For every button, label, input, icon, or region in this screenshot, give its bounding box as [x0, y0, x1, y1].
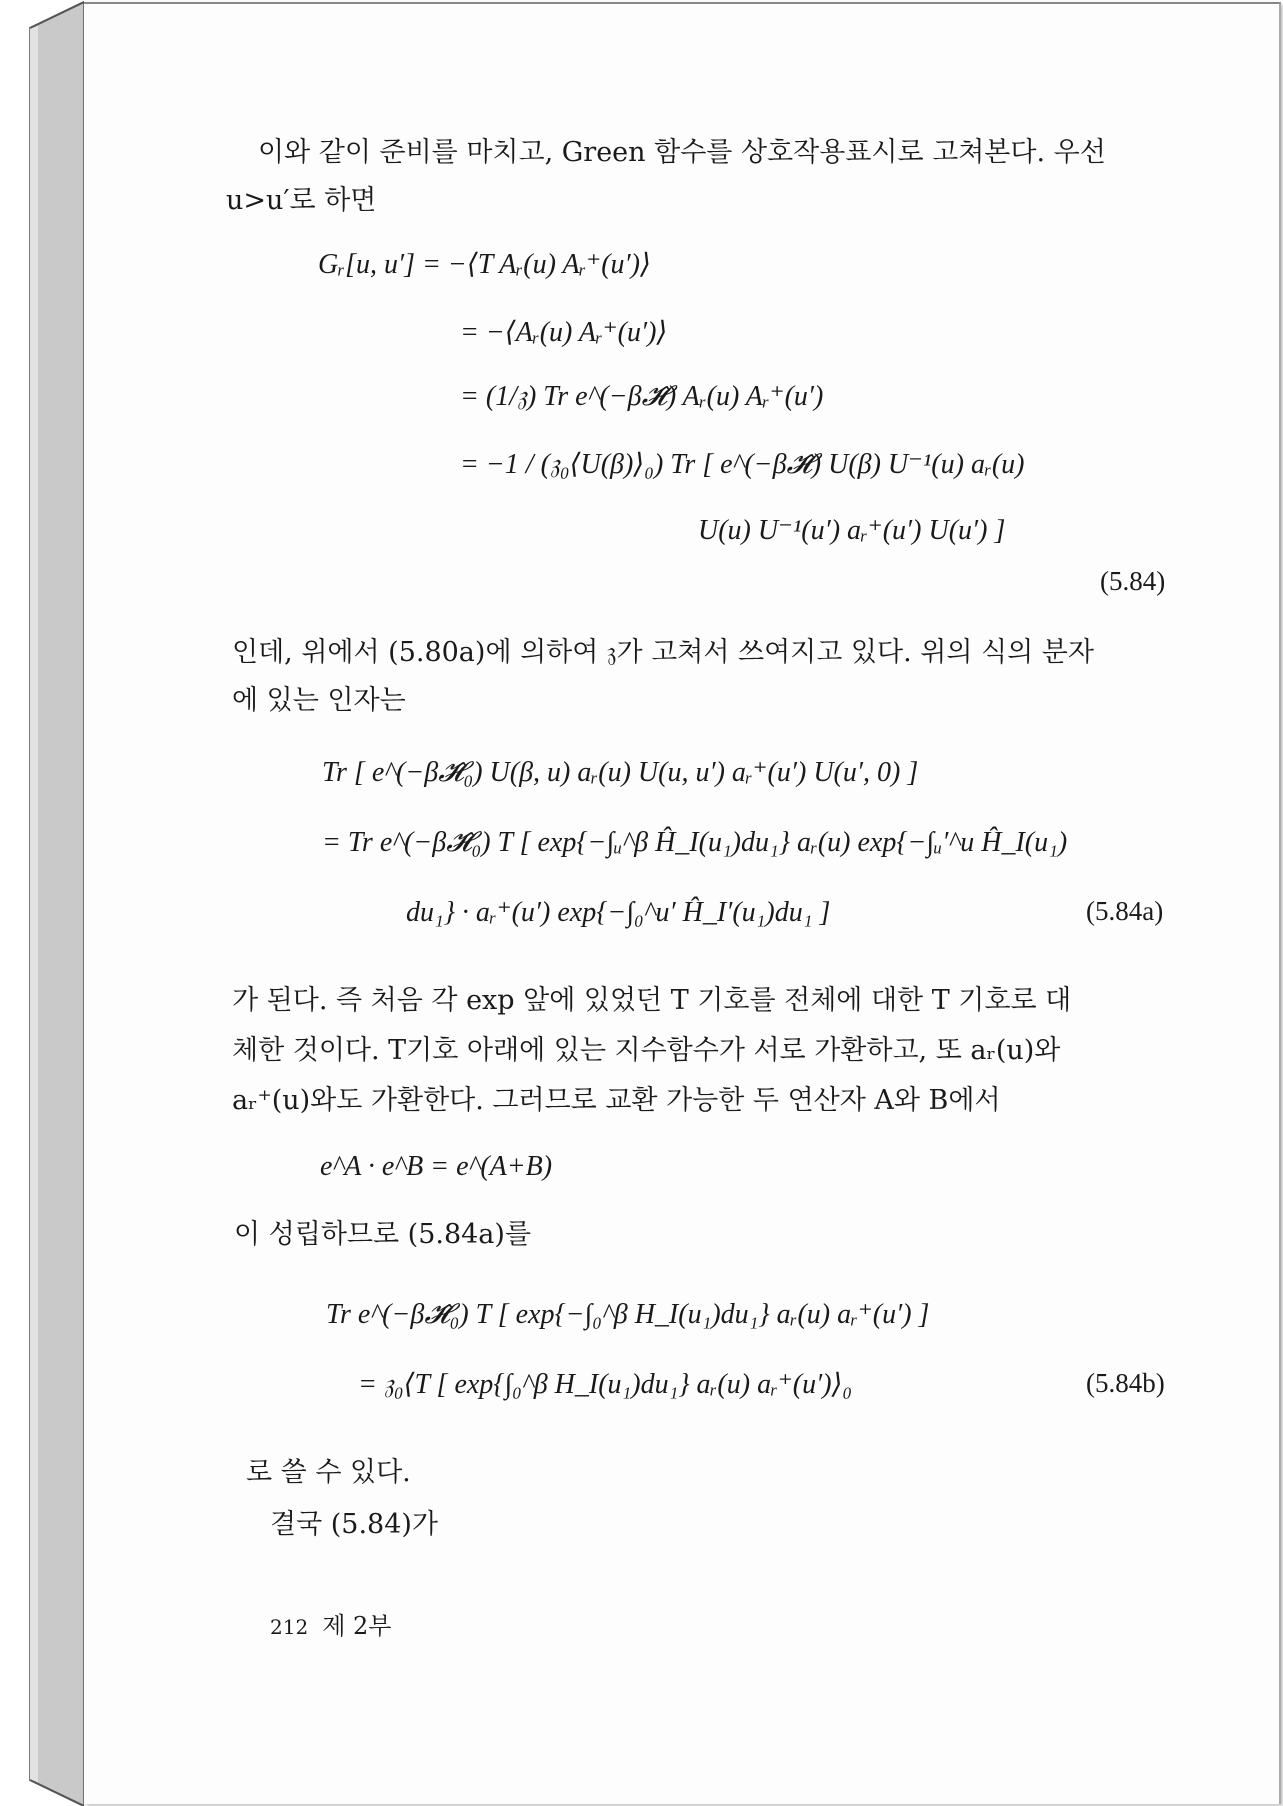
equation-line-b2: = 𝔷₀⟨T [ exp{∫₀^β H_I(u₁)du₁} aᵣ(u) aᵣ⁺(u′)⟩₀ [358, 1369, 853, 1400]
paragraph-line-1: 이와 같이 준비를 마치고, Green 함수를 상호작용표시로 고쳐본다. 우선 [258, 137, 1106, 168]
paragraph-line-4: 에 있는 인자는 [232, 685, 406, 716]
equation-line-g4: = −1 / (𝔷₀⟨U(β)⟩₀) Tr [ e^(−β𝓗̂) U(β) U⁻¹(u) aᵣ(u) [460, 449, 1025, 480]
equation-line-a1: Tr [ e^(−β𝓗̂₀) U(β, u) aᵣ(u) U(u, u′) aᵣ⁺(u′) U(u′, 0) ] [322, 757, 919, 788]
paragraph-line-9: 로 쓸 수 있다. [246, 1457, 411, 1488]
equation-line-g2: = −⟨Aᵣ(u) Aᵣ⁺(u′)⟩ [460, 317, 668, 348]
equation-number-5-84b: (5.84b) [1086, 1368, 1165, 1398]
part-label: 제 2부 [322, 1612, 392, 1640]
book-spine [0, 0, 84, 1806]
paragraph-line-8: 이 성립하므로 (5.84a)를 [234, 1219, 532, 1250]
paragraph-line-7: aᵣ⁺(u)와도 가환한다. 그러므로 교환 가능한 두 연산자 A와 B에서 [232, 1085, 1001, 1116]
paragraph-line-5: 가 된다. 즉 처음 각 exp 앞에 있었던 T 기호를 전체에 대한 T 기호로 대 [232, 985, 1072, 1016]
equation-line-e1: e^A · e^B = e^(A+B) [320, 1151, 553, 1182]
paragraph-line-3: 인데, 위에서 (5.80a)에 의하여 𝔷가 고쳐서 쓰여지고 있다. 위의 식의 분자 [232, 637, 1094, 668]
equation-line-g3: = (1/𝔷) Tr e^(−β𝓗̂) Aᵣ(u) Aᵣ⁺(u′) [460, 381, 824, 412]
equation-line-g5: U(u) U⁻¹(u′) aᵣ⁺(u′) U(u′) ] [698, 515, 1006, 546]
paragraph-line-6: 체한 것이다. T기호 아래에 있는 지수함수가 서로 가환하고, 또 aᵣ(u)와 [232, 1035, 1061, 1066]
page-number: 212 [270, 1615, 309, 1639]
page-footer [270, 1606, 391, 1641]
equation-line-g1: Gᵣ[u, u′] = −⟨T Aᵣ(u) Aᵣ⁺(u′)⟩ [318, 249, 651, 280]
equation-line-a2: = Tr e^(−β𝓗̂₀) T [ exp{−∫ᵤ^β Ĥ_I(u₁)du₁} aᵣ(u) exp{−∫ᵤ′^u Ĥ_I(u₁) [322, 827, 1068, 858]
equation-number-5-84: (5.84) [1100, 566, 1166, 596]
equation-number-5-84a: (5.84a) [1086, 896, 1164, 926]
paragraph-line-10: 결국 (5.84)가 [270, 1509, 439, 1540]
equation-line-b1: Tr e^(−β𝓗̂₀) T [ exp{−∫₀^β H_I(u₁)du₁} aᵣ(u) aᵣ⁺(u′) ] [326, 1299, 930, 1330]
equation-line-a3: du₁} · aᵣ⁺(u′) exp{−∫₀^u′ Ĥ_I′(u₁)du₁ ] [406, 897, 831, 928]
paragraph-line-2: u>u′로 하면 [226, 185, 377, 216]
